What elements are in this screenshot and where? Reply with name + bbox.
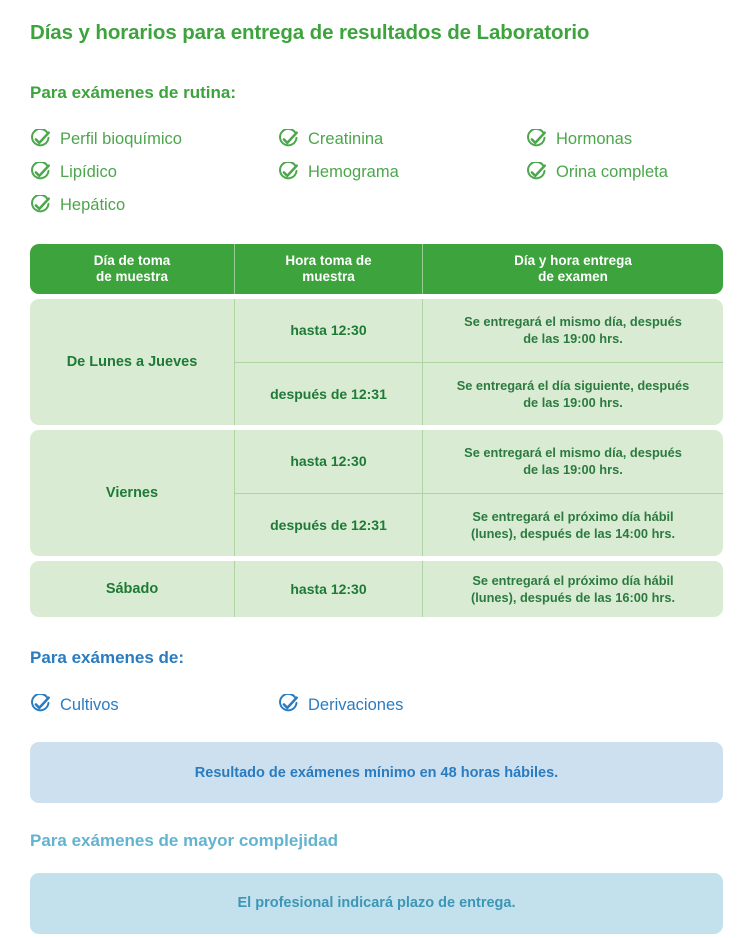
group-rows (234, 430, 723, 556)
check-circle-icon (30, 195, 51, 216)
hour-cell: hasta 12:30 (290, 453, 367, 470)
table-row (30, 430, 723, 556)
check-circle-icon (278, 129, 299, 150)
column-header-line1: Hora toma de (285, 252, 372, 268)
routine-exams-heading: Para exámenes de rutina: (30, 82, 236, 102)
list-item-label: Lipídico (60, 163, 117, 182)
list-item-label: Perfil bioquímico (60, 130, 182, 149)
list-item-label: Derivaciones (308, 695, 404, 714)
day-cell: De Lunes a Jueves (66, 354, 198, 371)
list-item (278, 123, 526, 156)
delivery-cell (422, 561, 723, 617)
hour-cell: hasta 12:30 (290, 322, 367, 339)
column-header-delivery (422, 244, 723, 294)
table-sub-row (235, 493, 723, 557)
table-row (30, 299, 723, 425)
group-rows (234, 561, 723, 617)
exams-banner: Resultado de exámenes mínimo en 48 horas hábiles. (30, 742, 723, 803)
column-header-line2: de examen (538, 269, 608, 285)
list-item (526, 156, 723, 189)
check-circle-icon (526, 129, 547, 150)
delivery-cell (422, 299, 723, 362)
hour-cell: después de 12:31 (270, 385, 387, 402)
list-item-label: Orina completa (556, 163, 668, 182)
table-sub-row (235, 299, 723, 362)
group-rows (234, 299, 723, 425)
list-item-label: Hormonas (556, 130, 633, 149)
delivery-line1: Se entregará el próximo día hábil (472, 572, 674, 588)
list-spacer (526, 688, 723, 721)
hour-cell: hasta 12:30 (290, 581, 367, 598)
page-title: Días y horarios para entrega de resultados de Laboratorio (30, 21, 590, 44)
check-circle-icon (30, 129, 51, 150)
delivery-line1: Se entregará el mismo día, después (464, 314, 682, 329)
delivery-line2: de las 19:00 hrs. (523, 462, 623, 478)
column-header-sample-hour (234, 244, 422, 294)
table-row (30, 561, 723, 617)
delivery-line1: Se entregará el mismo día, después (464, 445, 682, 460)
check-circle-icon (278, 162, 299, 183)
list-item-label: Hepático (60, 196, 126, 215)
delivery-line2: (lunes), después de las 16:00 hrs. (470, 590, 676, 606)
delivery-cell (422, 430, 723, 493)
delivery-line2: (lunes), después de las 14:00 hrs. (470, 525, 676, 541)
check-circle-icon (278, 694, 299, 715)
list-item (278, 156, 526, 189)
column-header-sample-day (30, 244, 234, 294)
column-header-line2: de muestra (95, 269, 169, 285)
list-item-label: Cultivos (60, 695, 119, 714)
delivery-cell (422, 363, 723, 426)
schedule-table (30, 222, 723, 617)
list-item (30, 688, 278, 721)
delivery-line1: Se entregará el día siguiente, después (456, 377, 690, 393)
column-header-line1: Día y hora entrega (514, 252, 632, 268)
list-item (278, 688, 526, 721)
complex-exams-banner: El profesional indicará plazo de entrega. (30, 873, 723, 934)
column-header-line1: Día de toma (93, 252, 171, 268)
list-item (30, 156, 278, 189)
day-cell: Sábado (105, 581, 159, 598)
list-item-label: Hemograma (308, 163, 399, 182)
hour-cell: después de 12:31 (270, 516, 387, 533)
day-cell: Viernes (105, 485, 159, 502)
delivery-line1: Se entregará el próximo día hábil (472, 508, 674, 524)
list-item (526, 123, 723, 156)
list-item (30, 189, 278, 222)
column-header-line2: muestra (302, 269, 355, 285)
table-sub-row (235, 362, 723, 426)
table-header-row (30, 244, 723, 294)
delivery-cell (422, 494, 723, 557)
exams-list (30, 668, 723, 721)
check-circle-icon (30, 162, 51, 183)
exams-heading: Para exámenes de: (30, 648, 185, 668)
complex-exams-heading: Para exámenes de mayor complejidad (30, 831, 339, 851)
list-item-label: Creatinina (308, 130, 384, 149)
list-item (30, 123, 278, 156)
check-circle-icon (526, 162, 547, 183)
delivery-line2: de las 19:00 hrs. (523, 394, 623, 410)
check-circle-icon (30, 694, 51, 715)
delivery-line2: de las 19:00 hrs. (523, 331, 623, 347)
table-sub-row (235, 561, 723, 617)
table-sub-row (235, 430, 723, 493)
routine-exams-list (30, 103, 723, 222)
